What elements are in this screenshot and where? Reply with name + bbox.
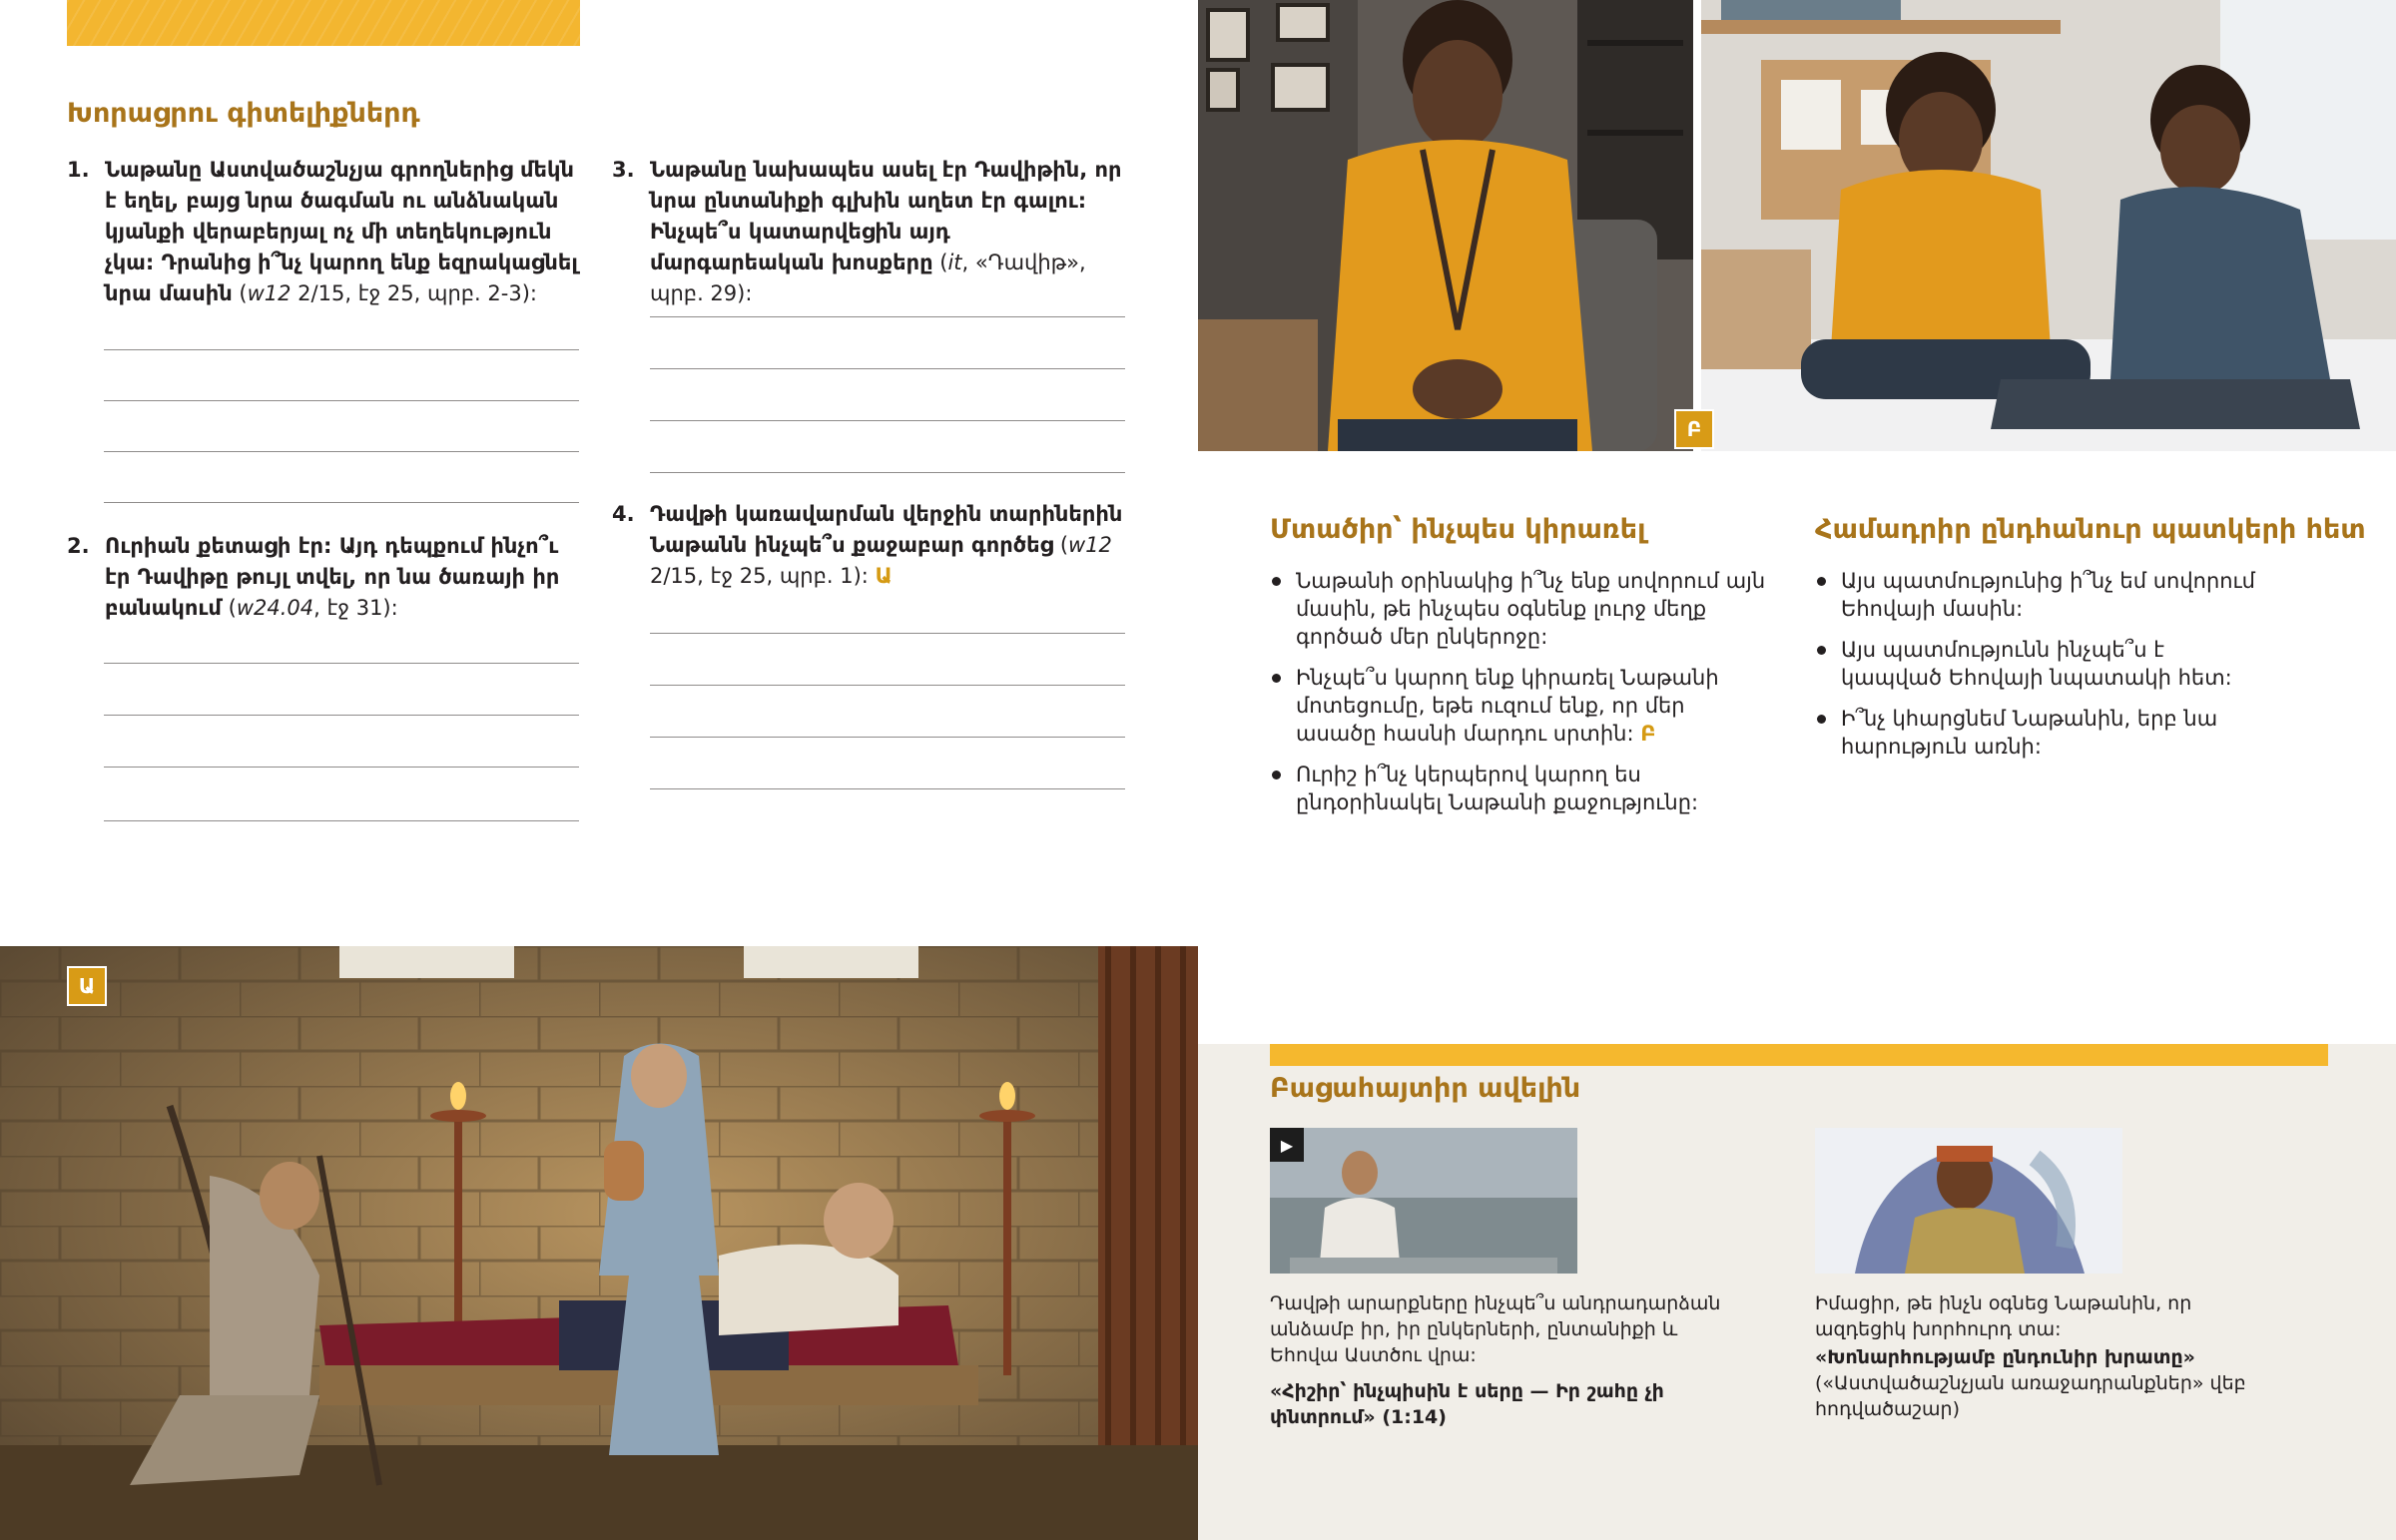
- reference-details: 2/15, էջ 25, պրբ. 2-3):: [291, 281, 537, 305]
- question-number: 2.: [67, 534, 90, 558]
- question-text: Դավթի կառավարման վերջին տարիներին Նաթանն ինչպե՞ս քաջաբար գործեց: [650, 502, 1123, 557]
- answer-line[interactable]: [650, 737, 1125, 738]
- section-title-explore: Բացահայտիր ավելին: [1270, 1073, 1581, 1104]
- video-description: Դավթի արարքները ինչպե՞ս անդրադարձան անձամբ իր, իր ընկերների, ընտանիքի և Եհովա Աստծու վրա:: [1270, 1292, 1721, 1366]
- photo-women-on-bed: [1701, 0, 2396, 451]
- illustration-marker-b: Բ: [1640, 722, 1656, 746]
- section-title-compare: Համադրիր ընդհանուր պատկերի հետ: [1815, 514, 2366, 545]
- answer-line[interactable]: [650, 368, 1125, 369]
- answer-line[interactable]: [650, 633, 1125, 634]
- question-2: 2. Ուրիան քետացի էր: Այդ դեպքում ինչո՞ւ էր Դավիթը թույլ տվել, որ նա ծառայի իր բանակում (w24.04, էջ 31):: [105, 531, 584, 624]
- answer-line[interactable]: [104, 502, 579, 503]
- explore-accent-bar: [1270, 1044, 2328, 1066]
- reference-publication: it: [947, 251, 962, 274]
- question-text: Նաթանը Աստվածաշնչյա գրողներից մեկն է եղել, բայց նրա ծագման ու անձնական կյանքի վերաբերյալ ոչ մի տեղեկություն չկա: Դրանից ի՞նչ կարող ենք եզրակացնել նրա մասին: [105, 158, 578, 305]
- question-3: 3. Նաթանը նախապես ասել էր Դավիթին, որ նրա ընտանիքի գլխին աղետ էր գալու: Ինչպե՞ս կատարվեցին այդ մարգարեական խոսքերը (it, «Դավիթ», պրբ. 29):: [650, 155, 1129, 309]
- list-item: Այս պատմությունից ի՞նչ եմ սովորում Եհովայի մասին:: [1815, 567, 2264, 623]
- question-1: 1. Նաթանը Աստվածաշնչյա գրողներից մեկն է եղել, բայց նրա ծագման ու անձնական կյանքի վերաբերյալ ոչ մի տեղեկություն չկա: Դրանից ի՞նչ կարող ենք եզրակացնել նրա մասին (w12 2/15, էջ 25, պրբ. 2-3):: [105, 155, 584, 309]
- video-caption: [1270, 1290, 1739, 1430]
- article-title-link[interactable]: «Խոնարհությամբ ընդունիր խրատը»: [1815, 1346, 2195, 1368]
- play-button[interactable]: [1270, 1128, 1304, 1162]
- article-source: («Աստվածաշնչյան առաջադրանքներ» վեբ հոդվածաշար): [1815, 1372, 2246, 1420]
- answer-line[interactable]: [104, 663, 579, 664]
- list-item: Ինչպե՞ս կարող ենք կիրառել Նաթանի մոտեցումը, եթե ուզում ենք, որ մեր ասածը հասնի մարդու սրտին: Բ: [1270, 664, 1769, 748]
- reference-publication: w24.04: [236, 596, 314, 620]
- reference-details: , էջ 31):: [313, 596, 398, 620]
- answer-line[interactable]: [650, 316, 1125, 317]
- answer-line[interactable]: [104, 820, 579, 821]
- question-text: Ուրիան քետացի էր: Այդ դեպքում ինչո՞ւ էր Դավիթը թույլ տվել, որ նա ծառայի իր բանակում: [105, 534, 560, 620]
- section-title-apply: Մտածիր՝ ինչպես կիրառել: [1270, 514, 1646, 545]
- answer-line[interactable]: [104, 715, 579, 716]
- answer-line[interactable]: [104, 400, 579, 401]
- article-caption: [1815, 1290, 2254, 1422]
- video-thumbnail[interactable]: [1270, 1128, 1577, 1274]
- question-number: 3.: [612, 158, 635, 182]
- article-thumbnail[interactable]: [1815, 1128, 2122, 1274]
- answer-line[interactable]: [650, 472, 1125, 473]
- photo-woman-praying: [1198, 0, 1693, 451]
- list-item: Նաթանի օրինակից ի՞նչ ենք սովորում այն մասին, թե ինչպես օգնենք լուրջ մեղք գործած մեր ընկերոջը:: [1270, 567, 1769, 651]
- list-item: Ի՞նչ կհարցնեմ Նաթանին, երբ նա հարություն առնի:: [1815, 705, 2264, 761]
- play-icon: ▶: [1280, 1135, 1294, 1155]
- answer-line[interactable]: [104, 349, 579, 350]
- list-item: Այս պատմությունն ինչպե՞ս է կապված Եհովայի նպատակի հետ:: [1815, 636, 2264, 692]
- answer-line[interactable]: [650, 420, 1125, 421]
- illustration-badge-b: Բ: [1674, 409, 1714, 449]
- reference-details: , «Դավիթ», պրբ. 29):: [650, 251, 1086, 305]
- answer-line[interactable]: [104, 451, 579, 452]
- answer-line[interactable]: [650, 685, 1125, 686]
- compare-list: [1815, 567, 2264, 773]
- reference-details: 2/15, էջ 25, պրբ. 1):: [650, 564, 876, 588]
- list-item: Ուրիշ ի՞նչ կերպերով կարող ես ընդօրինակել Նաթանի քաջությունը:: [1270, 761, 1769, 816]
- question-4: 4. Դավթի կառավարման վերջին տարիներին Նաթանն ինչպե՞ս քաջաբար գործեց (w12 2/15, էջ 25, պրբ. 1): Ա: [650, 499, 1129, 592]
- video-title-link[interactable]: «Հիշիր՝ ինչպիսին է սերը — Իր շահը չի փնտրում» (1:14): [1270, 1380, 1664, 1428]
- section-title-deepen: Խորացրու գիտելիքներդ: [67, 98, 420, 129]
- answer-line[interactable]: [650, 788, 1125, 789]
- reference-publication: w12: [1068, 533, 1112, 557]
- reference-publication: w12: [247, 281, 292, 305]
- article-description: Իմացիր, թե ինչն օգնեց Նաթանին, որ ազդեցիկ խորհուրդ տա:: [1815, 1292, 2192, 1340]
- decorative-header-band: [67, 0, 580, 46]
- question-text: Նաթանը նախապես ասել էր Դավիթին, որ նրա ընտանիքի գլխին աղետ էր գալու: Ինչպե՞ս կատարվեցին այդ մարգարեական խոսքերը: [650, 158, 1122, 274]
- question-number: 4.: [612, 502, 635, 526]
- illustration-nathan-and-david: [0, 946, 1198, 1540]
- answer-line[interactable]: [104, 767, 579, 768]
- apply-list: [1270, 567, 1769, 829]
- illustration-badge-a: Ա: [67, 966, 107, 1006]
- illustration-marker-a: Ա: [875, 564, 893, 588]
- question-number: 1.: [67, 158, 90, 182]
